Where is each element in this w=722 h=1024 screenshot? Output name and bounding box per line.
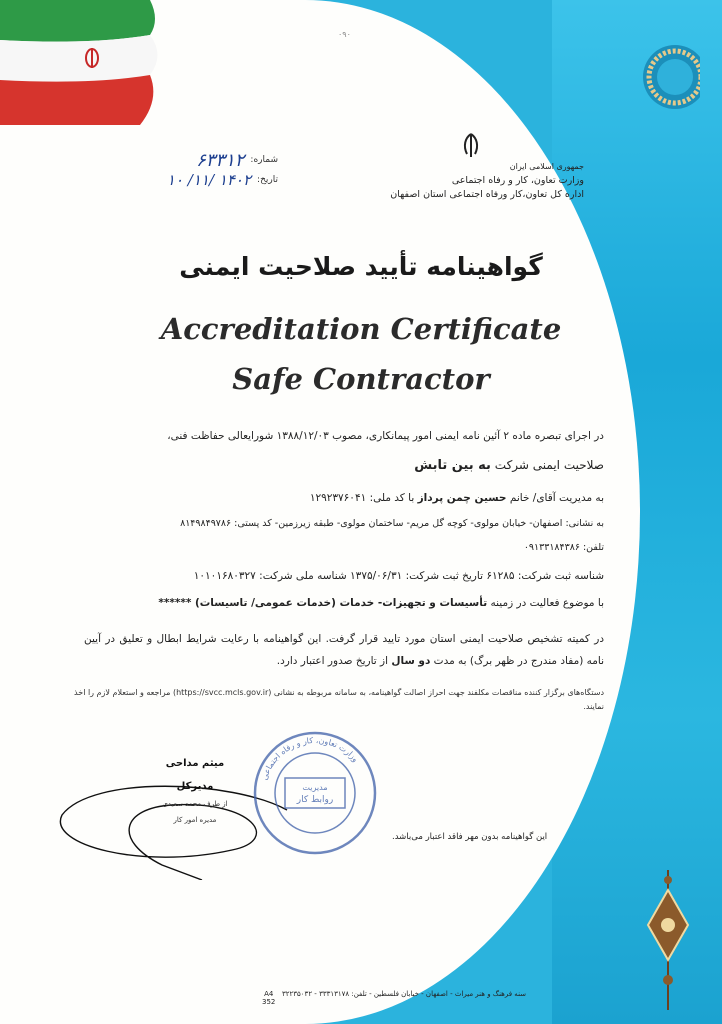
iran-emblem-icon xyxy=(458,132,484,160)
stamp-top-text: مدیریت xyxy=(302,783,328,792)
stamp-outer-text: وزارت تعاون، کار و رفاه اجتماعی xyxy=(259,735,360,782)
manager-prefix: به مدیریت آقای/ خانم xyxy=(509,492,604,504)
medallion-ornament-icon xyxy=(630,32,700,122)
no-stamp-note: این گواهینامه بدون مهر فاقد اعتبار می‌باشد. xyxy=(392,832,548,842)
address-line: به نشانی: اصفهان- خیابان مولوی- کوچه گل مریم- ساختمان مولوی- طبقه زیرزمین- کد پستی: ۸۱۴۹۸۴۹۷۸۶ xyxy=(180,518,604,529)
number-date-block xyxy=(118,150,278,190)
validity-duration: دو سال xyxy=(391,655,431,667)
number-value: ۶۳۳۱۲ xyxy=(196,149,245,171)
signer-hand-1: از طرف محمد سعیدی xyxy=(162,800,228,808)
company-line xyxy=(84,458,604,473)
title-english-1: Accreditation Certificate xyxy=(160,312,562,346)
footer-code-bottom: 352 xyxy=(262,998,276,1006)
iran-flag-icon xyxy=(0,0,165,125)
date-label: تاریخ: xyxy=(257,175,278,185)
title-english-2: Safe Contractor xyxy=(232,362,490,396)
number-row xyxy=(118,150,278,170)
date-value: ۱۴۰۲ /۱۱/ ۱۰ xyxy=(166,171,252,189)
stamp-inner-text: روابط کار xyxy=(296,795,334,805)
signer-title: مدیرکل xyxy=(176,781,214,792)
activity-prefix: با موضوع فعالیت در زمینه xyxy=(490,597,604,609)
title-persian: گواهینامه تأیید صلاحیت ایمنی xyxy=(179,252,543,281)
vertical-ornament-icon xyxy=(638,870,698,1010)
signer-name: میثم مداحی xyxy=(165,758,225,769)
manager-line xyxy=(84,492,604,504)
activity-value: تأسیسات و تجهیزات- خدمات (خدمات عمومی/ تاسیسات) ****** xyxy=(158,597,488,609)
body-line-1: در اجرای تبصره ماده ۲ آئین نامه ایمنی امور پیمانکاری، مصوب ۱۳۸۸/۱۲/۰۳ شورایعالی حفاظت فنی، xyxy=(167,430,604,442)
ministry-line-3: اداره کل تعاون،کار ورفاه اجتماعی استان اصفهان xyxy=(390,189,584,200)
date-row xyxy=(118,170,278,190)
company-name: به بین تابش xyxy=(414,458,491,473)
company-prefix: صلاحیت ایمنی شرکت xyxy=(494,458,604,472)
registration-line: شناسه ثبت شرکت: ۶۱۲۸۵ تاریخ ثبت شرکت: ۱۳۷۵/۰۶/۳۱ شناسه ملی شرکت: ۱۰۱۰۱۶۸۰۳۲۷ xyxy=(193,570,604,582)
ministry-line-1: جمهوری اسلامی ایران xyxy=(509,162,584,171)
footer-code xyxy=(262,990,275,1006)
phone-line: تلفن: ۰۹۱۳۳۱۸۴۳۸۶ xyxy=(523,542,604,553)
signature-block xyxy=(160,758,230,824)
official-stamp-icon xyxy=(250,728,380,858)
manager-name: حسین چمن پرداز xyxy=(417,492,507,504)
ministry-header xyxy=(264,160,584,202)
top-mark: ۰۹۰ xyxy=(338,30,351,39)
signer-hand-2: مدیره امور کار xyxy=(173,816,217,824)
footer-address: سنه فرهنگ و هنر میراث - اصفهان - خیابان فلسطین - تلفن: ۳۳۳۱۳۱۷۸ - ۳۲۲۳۵۰۳۲ xyxy=(282,990,527,998)
footer-code-top: A4 xyxy=(264,990,274,998)
activity-line xyxy=(84,597,604,609)
validity-paragraph: در کمیته تشخیص صلاحیت ایمنی استان مورد تایید قرار گرفت. این گواهینامه با رعایت شرایط ابطال و تعلیق در آیین نامه (مفاد مندرج در ظهر برگ) به مدت دو سال از تاریخ صدور اعتبار دارد. xyxy=(84,633,604,667)
manager-suffix: با کد ملی: ۱۲۹۲۳۷۶۰۴۱ xyxy=(309,492,415,504)
number-label: شماره: xyxy=(250,155,278,165)
ministry-line-2: وزارت تعاون، کار و رفاه اجتماعی xyxy=(451,175,584,186)
verification-note: دستگاه‌های برگزار کننده مناقصات مکلفند جهت احراز اصالت گواهینامه، به سامانه مربوطه به نشانی (https://svcc.mcls.gov.ir) مراجعه و استعلام لازم را اخذ نمایند. xyxy=(74,688,604,711)
svg-text:وزارت تعاون، کار و رفاه اجتماع xyxy=(260,736,360,781)
